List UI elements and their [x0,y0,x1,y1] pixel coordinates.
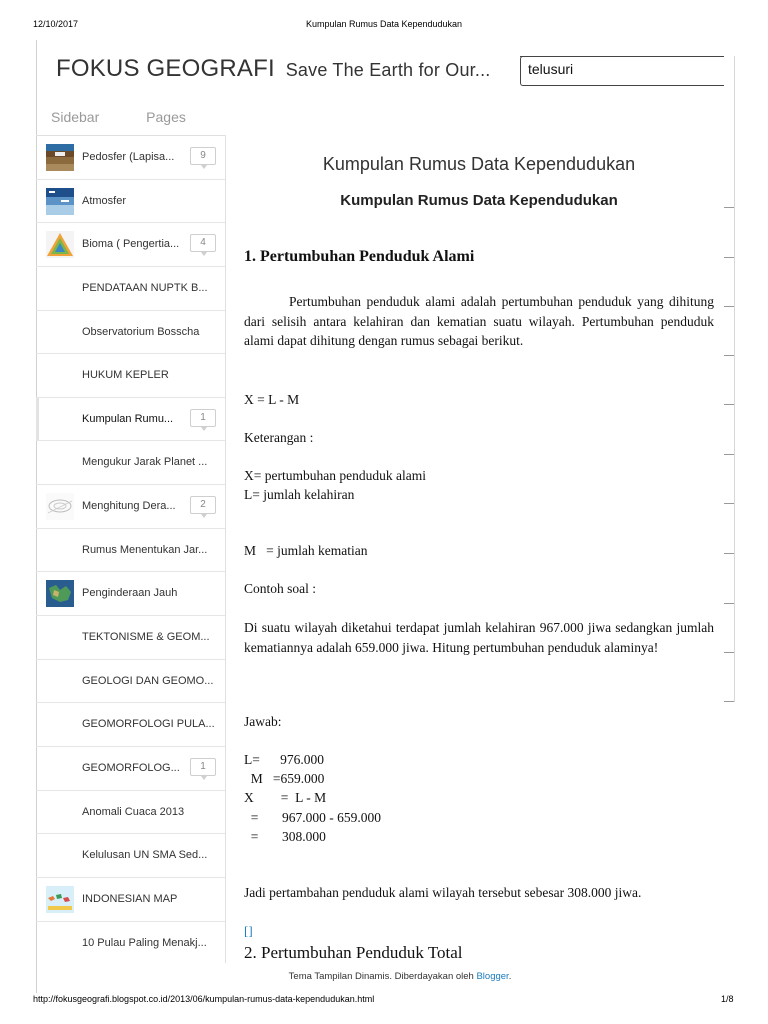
comment-count-badge: 4 [190,234,216,252]
image-link[interactable]: [] [244,923,253,938]
comment-count-badge: 2 [190,496,216,514]
sidebar-item-label: PENDATAAN NUPTK B... [82,281,208,294]
sidebar-item-label: Menghitung Dera... [82,500,176,513]
calc-line-1: L= 976.000 [244,752,324,767]
edge-tick [724,652,734,653]
sidebar-item-label: Observatorium Bosscha [82,325,200,338]
calc-line-4: = 967.000 - 659.000 [244,810,381,825]
print-date: 12/10/2017 [33,19,79,29]
sidebar [36,135,226,963]
sidebar-item-kumpulan-rumus[interactable] [36,398,225,442]
edge-tick [724,355,734,356]
sidebar-item-penginderaan-jauh[interactable] [36,572,225,616]
sidebar-item-geomorfologi-pula[interactable] [36,703,225,747]
sidebar-item-label: Bioma ( Pengertia... [82,238,180,251]
contoh-label: Contoh soal : [244,581,317,596]
sidebar-item-label: Atmosfer [82,194,127,207]
sketch-thumbnail-icon [46,493,74,520]
sidebar-item-pedosfer[interactable] [36,136,225,180]
footer-end: . [508,971,512,982]
sidebar-item-mengukur-jarak[interactable] [36,441,225,485]
sidebar-item-kelulusan-un[interactable] [36,834,225,878]
question-paragraph: Di suatu wilayah diketahui terdapat jumlah kelahiran 967.000 jiwa sedangkan jumlah kematiannya adalah 659.000 jiwa. Hitung pertumbuhan penduduk alaminya! [244,620,714,655]
sidebar-item-label: Rumus Menentukan Jar... [82,543,208,556]
sidebar-item-label: Anomali Cuaca 2013 [82,805,185,818]
edge-tick [724,404,734,405]
conclusion-line: Jadi pertambahan penduduk alami wilayah tersebut sebesar 308.000 jiwa. [244,885,642,900]
sidebar-item-label: HUKUM KEPLER [82,369,169,382]
calc-line-5: = 308.000 [244,829,326,844]
definition-l: L= jumlah kelahiran [244,487,355,502]
sidebar-item-label: Penginderaan Jauh [82,587,178,600]
keterangan-label: Keterangan : [244,430,314,445]
sidebar-item-label: Mengukur Jarak Planet ... [82,456,208,469]
edge-tick [724,257,734,258]
page-number: 1/8 [721,994,734,1004]
edge-tick [724,207,734,208]
right-scroll-edge [734,56,735,702]
sidebar-item-label: TEKTONISME & GEOM... [82,631,210,644]
intro-paragraph: Pertumbuhan penduduk alami adalah pertumbuhan penduduk yang dihitung dari selisih antara kelahiran dan kematian suatu wilayah. Pertumbuhan penduduk alami dapat dihitung dengan rumus sebagai berikut. [244,294,714,348]
edge-tick [724,454,734,455]
sidebar-item-label: Kelulusan UN SMA Sed... [82,849,208,862]
sidebar-item-hukum-kepler[interactable] [36,354,225,398]
remote-sensing-thumbnail-icon [46,580,74,607]
blog-tagline: Save The Earth for Our... [285,60,491,80]
comment-count-badge: 1 [190,758,216,776]
blog-title[interactable]: FOKUS GEOGRAFI [56,55,275,82]
sidebar-item-indonesian-map[interactable] [36,878,225,922]
print-header [0,19,768,31]
tab-sidebar[interactable]: Sidebar [51,109,100,125]
definition-m: M = jumlah kematian [244,543,368,558]
sidebar-item-label: INDONESIAN MAP [82,892,178,905]
sidebar-item-anomali-cuaca[interactable] [36,791,225,835]
article-title: Kumpulan Rumus Data Kependudukan [322,154,636,174]
view-tabs [51,109,186,125]
edge-tick [724,503,734,504]
section-heading-1: 1. Pertumbuhan Penduduk Alami [244,248,475,265]
edge-tick [724,553,734,554]
search-input[interactable]: telusuri [520,56,724,86]
sidebar-item-menghitung-dera[interactable] [36,485,225,529]
sidebar-item-label: 10 Pulau Paling Menakj... [82,936,207,949]
blogger-link[interactable]: Blogger [476,971,509,982]
comment-count-badge: 9 [190,147,216,165]
calc-line-2: M =659.000 [244,771,325,786]
biome-thumbnail-icon [46,231,74,258]
sidebar-item-10-pulau[interactable] [36,922,225,963]
footer-text: Tema Tampilan Dinamis. Diberdayakan oleh [288,971,477,982]
edge-tick [724,306,734,307]
sidebar-item-label: Kumpulan Rumu... [82,412,174,425]
sidebar-item-geomorfolog[interactable] [36,747,225,791]
soil-thumbnail-icon [46,144,74,171]
section-heading-2: 2. Pertumbuhan Penduduk Total [244,943,463,962]
edge-tick [724,701,734,702]
sidebar-item-rumus-menentukan[interactable] [36,529,225,573]
calc-line-3: X = L - M [244,790,327,805]
sidebar-item-label: GEOMORFOLOGI PULA... [82,718,215,731]
formula-line: X = L - M [244,392,300,407]
sidebar-item-pendataan[interactable] [36,267,225,311]
atmosphere-thumbnail-icon [46,188,74,215]
comment-count-badge: 1 [190,409,216,427]
sidebar-item-label: GEOLOGI DAN GEOMO... [82,674,214,687]
sidebar-item-label: Pedosfer (Lapisa... [82,151,175,163]
jawab-label: Jawab: [244,714,282,729]
sidebar-item-geologi[interactable] [36,660,225,704]
page-url: http://fokusgeografi.blogspot.co.id/2013/06/kumpulan-rumus-data-kependudukan.html [33,994,375,1004]
sidebar-item-observatorium[interactable] [36,311,225,355]
map-thumbnail-icon [46,886,74,913]
sidebar-item-label: GEOMORFOLOG... [82,761,180,774]
sidebar-item-tektonisme[interactable] [36,616,225,660]
article-subtitle: Kumpulan Rumus Data Kependudukan [340,192,618,209]
sidebar-item-bioma[interactable] [36,223,225,267]
sidebar-item-atmosfer[interactable] [36,180,225,224]
definition-x: X= pertumbuhan penduduk alami [244,468,426,483]
print-title: Kumpulan Rumus Data Kependudukan [305,19,463,29]
blog-footer [0,971,768,982]
tab-pages[interactable]: Pages [146,109,186,125]
blog-header[interactable] [56,55,490,83]
edge-tick [724,603,734,604]
